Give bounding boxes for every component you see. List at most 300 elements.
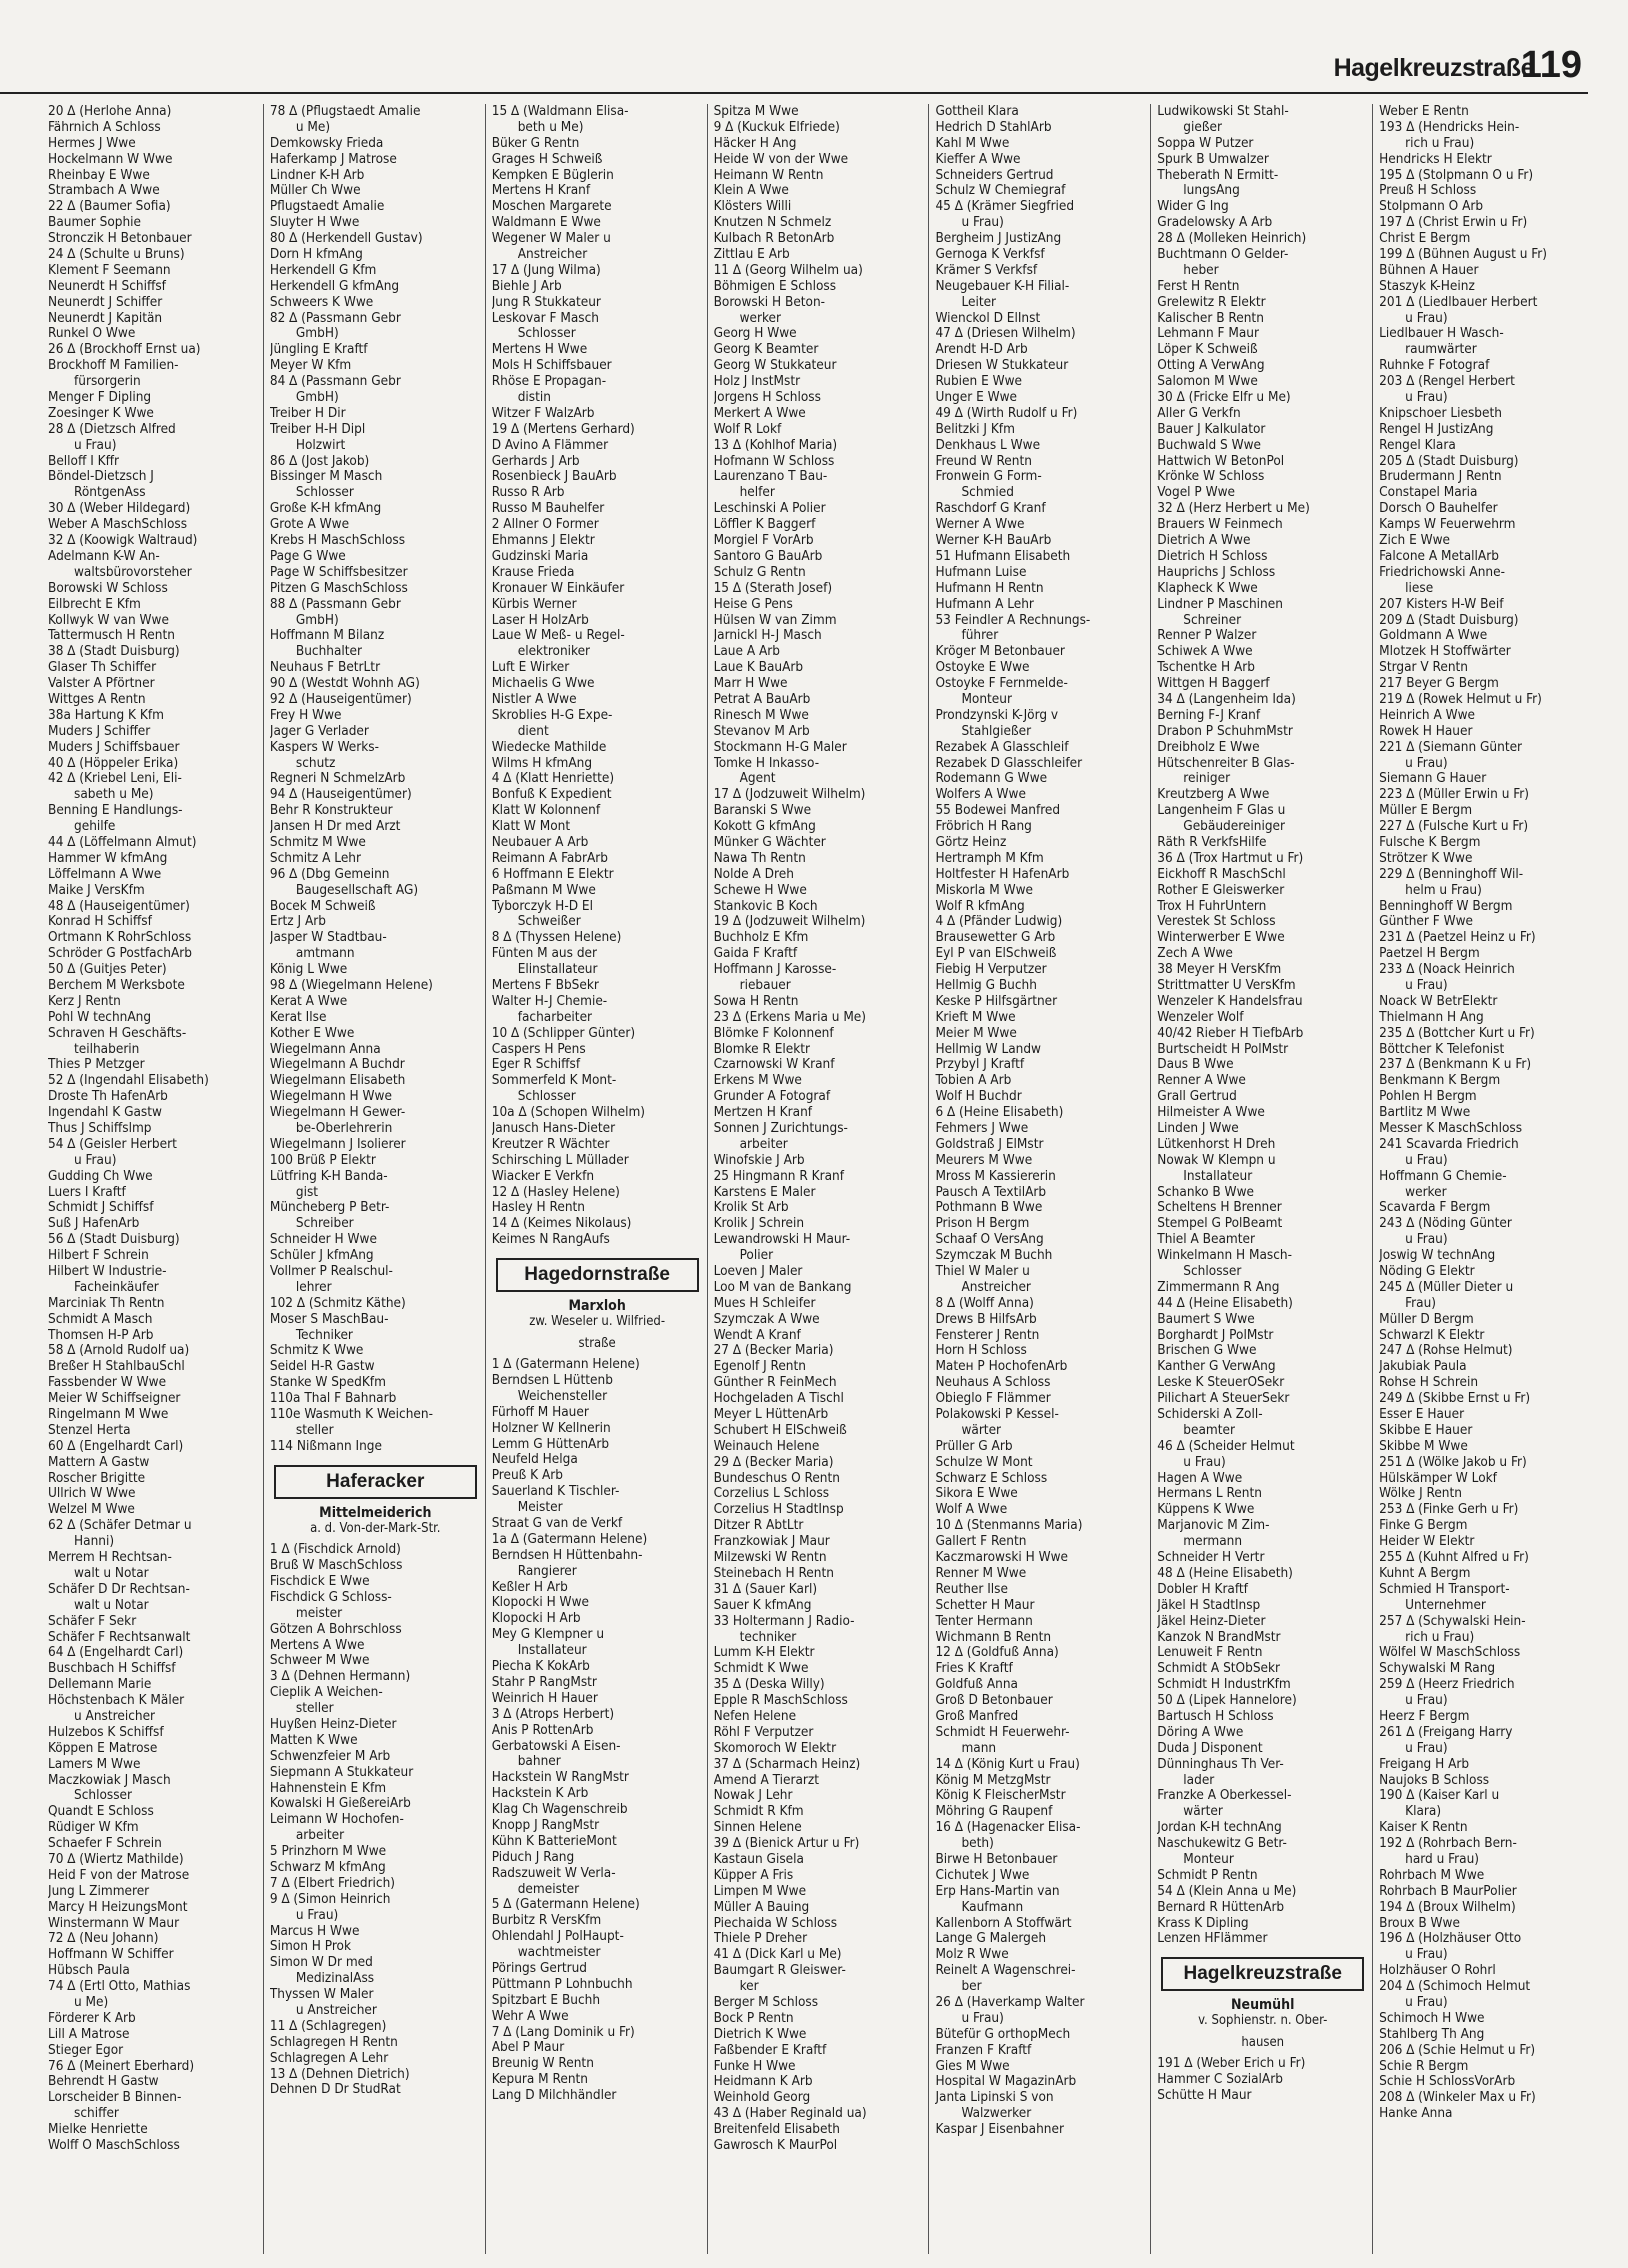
directory-entry: Büker G Rentn — [491, 135, 580, 151]
house-number-entry: 10 ∆ (Stenmanns Maria) — [935, 1518, 1083, 1534]
directory-entry: Knutzen N Schmelz — [713, 215, 832, 231]
directory-entry: Fröbrich H Rang — [935, 819, 1032, 835]
directory-entry: Mertens A Wwe — [269, 1637, 365, 1653]
directory-entry: Franzkowiak J Maur — [713, 1534, 830, 1550]
entry-continuation: Schlosser — [295, 485, 354, 501]
entry-continuation: wärter — [961, 1422, 1002, 1438]
directory-entry: Joswig W technAng — [1379, 1248, 1496, 1264]
entry-continuation: u Frau) — [74, 1152, 117, 1168]
directory-entry: Lemm G HüttenArb — [491, 1436, 610, 1452]
directory-entry: Schmidt H IndustrKfm — [1157, 1677, 1291, 1693]
directory-entry: Schie R Bergm — [1379, 2058, 1469, 2074]
directory-entry: Jager G Verlader — [269, 723, 369, 739]
directory-entry: Wiegelmann H Wwe — [269, 1089, 392, 1105]
directory-entry: Gerbatowski A Eisen- — [491, 1738, 621, 1754]
directory-entry: Skomoroch W Elektr — [713, 1740, 837, 1756]
directory-entry: Meurers M Wwe — [935, 1152, 1033, 1168]
page-header — [0, 44, 1588, 94]
directory-entry: Jüngling E Kraftf — [269, 342, 368, 358]
house-number-entry: 36 ∆ (Trox Hartmut u Fr) — [1157, 850, 1304, 866]
directory-entry: Nowak J Lehr — [713, 1788, 793, 1804]
directory-entry: Schanko B Wwe — [1157, 1184, 1254, 1200]
entry-continuation: u Anstreicher — [295, 2003, 377, 2019]
directory-entry: Knipschoer Liesbeth — [1379, 405, 1502, 421]
directory-entry: Dietrich H Schloss — [1157, 548, 1268, 564]
entry-continuation: elektroniker — [517, 644, 591, 660]
directory-entry: Keßler H Arb — [491, 1579, 568, 1595]
directory-entry: Ditzer R AbtLtr — [713, 1518, 804, 1534]
directory-entry: Neunerdt J Kapitän — [48, 310, 163, 326]
house-number-entry: 44 ∆ (Heine Elisabeth) — [1157, 1295, 1293, 1311]
directory-entry: Heerz F Bergm — [1379, 1708, 1470, 1724]
house-number-entry: 190 ∆ (Kaiser Karl u — [1379, 1788, 1500, 1804]
entry-continuation: meister — [295, 1605, 343, 1621]
directory-entry: Breunig W Rentn — [491, 2056, 594, 2072]
directory-entry: Ruhnke F Fotograf — [1379, 358, 1490, 374]
house-number-entry: 25 Hingmann R Kranf — [713, 1168, 844, 1184]
directory-entry: Funke H Wwe — [713, 2058, 796, 2074]
directory-entry: Burtscheidt H PolMstr — [1157, 1041, 1289, 1057]
entry-continuation: Schlosser — [517, 1089, 576, 1105]
house-number-entry: 5 ∆ (Gatermann Helene) — [491, 1897, 640, 1913]
directory-entry: Götzen A Bohrschloss — [269, 1621, 402, 1637]
directory-entry: Corzelius H StadtInsp — [713, 1502, 844, 1518]
directory-entry: Renner A Wwe — [1157, 1073, 1246, 1089]
entry-continuation: Schreiner — [1183, 612, 1242, 628]
entry-continuation: hard u Frau) — [1405, 1851, 1480, 1867]
directory-entry: Schüler J kfmAng — [269, 1248, 374, 1264]
directory-entry: Rodemann G Wwe — [935, 771, 1048, 787]
house-number-entry: 194 ∆ (Broux Wilhelm) — [1379, 1899, 1516, 1915]
house-number-entry: 1 ∆ (Fischdick Arnold) — [269, 1542, 401, 1558]
directory-entry: Hoffmann J Karosse- — [713, 962, 837, 978]
directory-entry: Mertzen H Kranf — [713, 1105, 813, 1121]
directory-entry: Russo M Bauhelfer — [491, 501, 605, 517]
house-number-entry: 31 ∆ (Sauer Karl) — [713, 1581, 818, 1597]
directory-entry: Große K-H kfmAng — [269, 501, 382, 517]
directory-entry: Huyßen Heinz-Dieter — [269, 1717, 397, 1732]
directory-entry: Stevanov M Arb — [713, 723, 810, 739]
directory-entry: Eyl P van ElSchweiß — [935, 946, 1057, 962]
directory-entry: Ortmann K RohrSchloss — [48, 930, 192, 946]
directory-entry: Kowalski H GießereiArb — [269, 1796, 411, 1812]
entry-continuation: lehrer — [295, 1279, 332, 1295]
directory-entry: Bartlitz M Wwe — [1379, 1105, 1471, 1121]
directory-entry: Wolfers A Wwe — [935, 787, 1026, 803]
directory-entry: Brausewetter G Arb — [935, 930, 1056, 946]
directory-entry: Schulz G Rentn — [713, 564, 806, 580]
directory-entry: Messer K MaschSchloss — [1379, 1121, 1523, 1136]
directory-entry: Georg H Wwe — [713, 326, 797, 342]
directory-entry: Hauprichs J Schloss — [1157, 564, 1276, 580]
directory-entry: Obieglo F Flämmer — [935, 1391, 1051, 1407]
street-heading: Haferacker — [274, 1465, 477, 1499]
directory-entry: Sikora E Wwe — [935, 1486, 1018, 1502]
directory-entry: Sowa H Rentn — [713, 993, 799, 1009]
house-number-entry: 257 ∆ (Schywalski Hein- — [1379, 1613, 1526, 1629]
directory-entry: Neunerdt J Schiffer — [48, 294, 163, 310]
house-number-entry: 191 ∆ (Weber Erich u Fr) — [1157, 2056, 1306, 2072]
entry-continuation: reiniger — [1183, 771, 1231, 787]
directory-entry: Bock P Rentn — [713, 2010, 794, 2026]
directory-entry: Hedrich D StahlArb — [935, 119, 1052, 135]
directory-entry: Liedlbauer H Wasch- — [1379, 326, 1504, 342]
directory-entry: Regneri N SchmelzArb — [269, 771, 406, 787]
directory-entry: Rezabek A Glasschleif — [935, 739, 1069, 755]
entry-continuation: GmbH) — [295, 612, 339, 628]
directory-entry: Heidmann K Arb — [713, 2074, 813, 2090]
house-number-entry: 39 ∆ (Bienick Artur u Fr) — [713, 1836, 860, 1852]
entry-continuation: u Frau) — [295, 1907, 339, 1923]
directory-entry: Buchwald S Wwe — [1157, 437, 1262, 453]
directory-entry: Piechaida W Schloss — [713, 1915, 838, 1931]
house-number-entry: 40 ∆ (Höppeler Erika) — [48, 755, 179, 771]
house-number-entry: 54 ∆ (Geisler Herbert — [48, 1136, 177, 1152]
directory-entry: Moschen Margarete — [491, 199, 612, 215]
entry-continuation: Stahlgießer — [961, 723, 1032, 739]
directory-entry: Lumm K-H Elektr — [713, 1645, 815, 1661]
directory-entry: Dorsch O Bauhelfer — [1379, 501, 1498, 517]
directory-entry: Mey G Klempner u — [491, 1627, 605, 1643]
house-number-entry: 72 ∆ (Neu Johann) — [48, 1931, 159, 1947]
directory-entry: Siemann G Hauer — [1379, 771, 1487, 787]
directory-entry: Schewe H Wwe — [713, 882, 807, 898]
house-number-entry: 8 ∆ (Thyssen Helene) — [491, 930, 622, 946]
house-number-entry: 22 ∆ (Baumer Sofia) — [48, 199, 171, 215]
entry-continuation: Schlosser — [74, 1788, 133, 1804]
directory-entry: Przybyl J Kraftf — [935, 1057, 1025, 1073]
directory-entry: Ohlendahl J PolHaupt- — [491, 1929, 624, 1945]
entry-continuation: schutz — [295, 755, 336, 771]
directory-entry: Schmidt A StObSekr — [1157, 1661, 1281, 1677]
directory-entry: Sommerfeld K Mont- — [491, 1073, 617, 1089]
directory-entry: Stockmann H-G Maler — [713, 739, 847, 755]
directory-entry: Georg K Beamter — [713, 342, 819, 358]
house-number-entry: 245 ∆ (Müller Dieter u — [1379, 1279, 1514, 1295]
entry-continuation: u Frau) — [1405, 1152, 1448, 1168]
directory-entry: Fulsche K Bergm — [1379, 834, 1481, 850]
directory-entry: Müncheberg P Betr- — [269, 1200, 390, 1216]
directory-entry: Schäfer F Rechtsanwalt — [48, 1629, 191, 1645]
entry-continuation: führer — [961, 628, 999, 644]
directory-entry: Salomon M Wwe — [1157, 374, 1258, 390]
directory-entry: Hülskämper W Lokf — [1379, 1470, 1497, 1486]
directory-entry: Hellmig W Landw — [935, 1041, 1041, 1057]
directory-entry: Schröder G PostfachArb — [48, 946, 192, 962]
directory-entry: Pohl W technAng — [48, 1009, 152, 1025]
directory-entry: Gudzinski Maria — [491, 548, 589, 564]
house-number-entry: 62 ∆ (Schäfer Detmar u — [48, 1518, 192, 1534]
entry-continuation: teilhaberin — [74, 1041, 140, 1057]
directory-entry: Hockelmann W Wwe — [48, 151, 173, 167]
house-number-entry: 3 ∆ (Atrops Herbert) — [491, 1706, 615, 1722]
directory-entry: Bühnen A Hauer — [1379, 262, 1479, 278]
directory-entry: Pilichart A SteuerSekr — [1157, 1391, 1290, 1407]
directory-entry: Wilms H kfmAng — [491, 755, 593, 771]
directory-entry: Kepura M Rentn — [491, 2072, 588, 2088]
house-number-entry: 35 ∆ (Deska Willy) — [713, 1677, 825, 1693]
directory-entry: Reimann A FabrArb — [491, 850, 608, 866]
directory-entry: Neuhaus A Schloss — [935, 1375, 1051, 1391]
entry-continuation: Holzwirt — [295, 437, 346, 453]
directory-entry: Klatt W Kolonnenf — [491, 803, 601, 819]
directory-entry: Böhmigen E Schloss — [713, 278, 837, 294]
directory-entry: Bonfuß K Expedient — [491, 787, 612, 803]
entry-continuation: ker — [739, 1979, 759, 1995]
directory-entry: Mross M Kassiererin — [935, 1168, 1056, 1184]
directory-entry: Jakubiak Paula — [1379, 1359, 1467, 1375]
directory-entry: Kerz J Rentn — [48, 993, 121, 1009]
directory-entry: Hoffmann M Bilanz — [269, 628, 385, 644]
directory-entry: Hattwich W BetonPol — [1157, 453, 1285, 469]
directory-entry: Spitza M Wwe — [713, 104, 799, 119]
house-number-entry: 27 ∆ (Becker Maria) — [713, 1343, 834, 1359]
house-number-entry: 7 ∆ (Lang Dominik u Fr) — [491, 2024, 635, 2040]
house-number-entry: 78 ∆ (Pflugstaedt Amalie — [269, 104, 421, 119]
house-number-entry: 193 ∆ (Hendricks Hein- — [1379, 119, 1520, 135]
directory-entry: Benning E Handlungs- — [48, 803, 183, 819]
directory-entry: Schmidt K Wwe — [713, 1661, 809, 1677]
directory-entry: Treiber H Dir — [269, 405, 346, 421]
entry-continuation: demeister — [517, 1881, 580, 1897]
directory-entry: Möhring G Raupenf — [935, 1804, 1053, 1820]
directory-entry: Wolf H Buchdr — [935, 1089, 1022, 1105]
directory-entry: Zich E Wwe — [1379, 533, 1451, 549]
directory-entry: Kaczmarowski H Wwe — [935, 1550, 1068, 1566]
column-2 — [263, 104, 485, 2254]
entry-continuation: schiffer — [74, 2106, 119, 2122]
directory-entry: Bundeschus O Rentn — [713, 1470, 840, 1486]
directory-entry: Krolik St Arb — [713, 1200, 789, 1216]
directory-entry: Lenzen HFlämmer — [1157, 1931, 1268, 1947]
directory-entry: Bauer J Kalkulator — [1157, 421, 1266, 437]
directory-entry: Kronauer W Einkäufer — [491, 580, 625, 596]
directory-entry: Grall Gertrud — [1157, 1089, 1237, 1105]
entry-continuation: raumwärter — [1405, 342, 1477, 358]
directory-entry: Pitzen G MaschSchloss — [269, 580, 408, 596]
entry-continuation: arbeiter — [295, 1828, 345, 1844]
directory-entry: Nowak W Klempn u — [1157, 1152, 1276, 1168]
house-number-entry: 100 Brüß P Elektr — [269, 1152, 376, 1168]
house-number-entry: 227 ∆ (Fulsche Kurt u Fr) — [1379, 819, 1529, 835]
directory-entry: Hufmann H Rentn — [935, 580, 1044, 596]
entry-continuation: GmbH) — [295, 390, 339, 406]
entry-continuation: wärter — [1183, 1804, 1223, 1820]
entry-continuation: Schmied — [961, 485, 1014, 501]
entry-continuation: Rangierer — [517, 1563, 577, 1579]
entry-continuation: Schweißer — [517, 914, 581, 930]
house-number-entry: 259 ∆ (Heerz Friedrich — [1379, 1677, 1515, 1693]
directory-entry: Hagen A Wwe — [1157, 1470, 1243, 1486]
directory-entry: Moser S MaschBau- — [269, 1311, 389, 1327]
directory-entry: Finke G Bergm — [1379, 1518, 1468, 1534]
directory-entry: Wolf R Lokf — [713, 421, 782, 437]
house-number-entry: 261 ∆ (Freigang Harry — [1379, 1724, 1513, 1740]
house-number-entry: 44 ∆ (Löffelmann Almut) — [48, 834, 197, 850]
directory-entry: Schubert H ElSchweiß — [713, 1422, 847, 1438]
directory-entry: Seidel H-R Gastw — [269, 1359, 375, 1375]
house-number-entry: 56 ∆ (Stadt Duisburg) — [48, 1232, 180, 1248]
house-number-entry: 4 ∆ (Klatt Henriette) — [491, 771, 615, 787]
entry-continuation: beamter — [1183, 1422, 1235, 1438]
directory-entry: Belitzki J Kfm — [935, 421, 1015, 437]
entry-continuation: facharbeiter — [517, 1009, 593, 1025]
directory-entry: Luers I Kraftf — [48, 1184, 126, 1200]
directory-entry: Krönke W Schloss — [1157, 469, 1265, 485]
directory-entry: Neugebauer K-H Filial- — [935, 278, 1070, 294]
house-number-entry: 74 ∆ (Ertl Otto, Mathias — [48, 1979, 191, 1995]
entry-continuation: Baugesellschaft AG) — [295, 882, 419, 898]
directory-entry: Janta Lipinski S von — [935, 2090, 1054, 2106]
directory-entry: Strgar V Rentn — [1379, 660, 1469, 676]
directory-entry: Schulz W Chemiegraf — [935, 183, 1066, 199]
house-number-entry: 30 ∆ (Fricke Elfr u Me) — [1157, 390, 1291, 406]
house-number-entry: 110a Thal F Bahnarb — [269, 1391, 397, 1407]
entry-continuation: Installateur — [1183, 1168, 1253, 1184]
directory-entry: Kalischer B Rentn — [1157, 310, 1264, 326]
directory-entry: Amend A Tierarzt — [713, 1772, 820, 1788]
directory-entry: Laue W Meß- u Regel- — [491, 628, 625, 644]
house-number-entry: 17 ∆ (Jung Wilma) — [491, 262, 601, 278]
directory-entry: Baumert S Wwe — [1157, 1311, 1255, 1327]
directory-entry: Nistler A Wwe — [491, 691, 577, 707]
directory-entry: Holz J InstMstr — [713, 374, 801, 390]
directory-entry: Wölke J Rentn — [1379, 1486, 1462, 1502]
directory-entry: Wolff O MaschSchloss — [48, 2138, 180, 2153]
directory-entry: Kaspers W Werks- — [269, 739, 380, 755]
directory-entry: Nefen Helene — [713, 1708, 797, 1724]
directory-entry: Weinauch Helene — [713, 1438, 820, 1454]
directory-entry: Eickhoff R MaschSchl — [1157, 866, 1286, 882]
directory-entry: Jung L Zimmerer — [48, 1883, 150, 1899]
directory-entry: Weinhold Georg — [713, 2090, 811, 2106]
directory-entry: Hülsen W van Zimm — [713, 612, 837, 628]
directory-entry: Winterwerber E Wwe — [1157, 930, 1285, 946]
directory-entry: Hilbert F Schrein — [48, 1248, 149, 1264]
entry-continuation: amtmann — [295, 946, 355, 962]
entry-continuation: Frau) — [1405, 1295, 1437, 1311]
house-number-entry: 15 ∆ (Sterath Josef) — [713, 580, 833, 596]
entry-continuation: u Frau) — [1405, 1994, 1448, 2010]
directory-entry: Kerat Ilse — [269, 1009, 327, 1025]
directory-entry: Kother E Wwe — [269, 1025, 355, 1041]
entry-continuation: Buchhalter — [295, 644, 363, 660]
directory-entry: Schwarz E Schloss — [935, 1470, 1048, 1486]
directory-entry: Molz R Wwe — [935, 1947, 1009, 1963]
entry-continuation: Facheinkäufer — [74, 1279, 159, 1295]
house-number-entry: 4 ∆ (Pfänder Ludwig) — [935, 914, 1063, 930]
directory-entry: Morgiel F VorArb — [713, 533, 814, 549]
entry-continuation: Agent — [739, 771, 776, 787]
directory-entry: Wolf R kfmAng — [935, 898, 1025, 914]
directory-entry: Simon W Dr med — [269, 1955, 373, 1971]
directory-entry: Schweers K Wwe — [269, 294, 374, 310]
house-number-entry: 32 ∆ (Herz Herbert u Me) — [1157, 501, 1310, 517]
directory-entry: Jorgens H Schloss — [713, 390, 821, 406]
house-number-entry: 86 ∆ (Jost Jakob) — [269, 453, 370, 469]
house-number-entry: 204 ∆ (Schimoch Helmut — [1379, 1979, 1531, 1995]
directory-entry: Dreibholz E Wwe — [1157, 739, 1260, 755]
directory-entry: Borowski H Beton- — [713, 294, 826, 310]
directory-entry: Schetter H Maur — [935, 1597, 1035, 1613]
entry-continuation: u Frau) — [1405, 1232, 1448, 1248]
directory-entry: Naujoks B Schloss — [1379, 1772, 1490, 1788]
directory-entry: Benninghoff W Bergm — [1379, 898, 1513, 914]
house-number-entry: 16 ∆ (Hagenacker Elisa- — [935, 1820, 1081, 1836]
directory-entry: Lindner P Maschinen — [1157, 596, 1283, 612]
directory-entry: Dietrich K Wwe — [713, 2026, 807, 2042]
directory-entry: Schiderski A Zoll- — [1157, 1407, 1263, 1423]
directory-entry: Zittlau E Arb — [713, 247, 790, 263]
directory-entry: Raschdorf G Kranf — [935, 501, 1046, 517]
house-number-entry: 28 ∆ (Dietzsch Alfred — [48, 421, 176, 437]
directory-entry: Ingendahl K Gastw — [48, 1105, 162, 1121]
directory-entry: Baumer Sophie — [48, 215, 142, 231]
directory-entry: Wehr A Wwe — [491, 2008, 569, 2024]
directory-entry: Müller D Bergm — [1379, 1311, 1474, 1327]
directory-entry: Kerat A Wwe — [269, 993, 348, 1009]
directory-entry: Karstens E Maler — [713, 1184, 816, 1200]
directory-entry: Thiel W Maler u — [935, 1264, 1030, 1280]
house-number-entry: 208 ∆ (Winkeler Max u Fr) — [1379, 2090, 1536, 2106]
directory-entry: Krebs H MaschSchloss — [269, 533, 406, 549]
house-number-entry: 233 ∆ (Noack Heinrich — [1379, 962, 1515, 978]
directory-entry: Tomke H Inkasso- — [713, 755, 820, 771]
directory-entry: Lütfring K-H Banda- — [269, 1168, 388, 1184]
directory-entry: Rheinbay E Wwe — [48, 167, 150, 183]
directory-entry: Friedrichowski Anne- — [1379, 564, 1505, 580]
directory-entry: Grelewitz R Elektr — [1157, 294, 1266, 310]
directory-entry: Mues H Schleifer — [713, 1295, 816, 1311]
directory-entry: Gallert F Rentn — [935, 1534, 1027, 1550]
directory-entry: Welzel M Wwe — [48, 1502, 135, 1518]
directory-entry: Blomke R Elektr — [713, 1041, 811, 1057]
directory-entry: Vogel P Wwe — [1157, 485, 1236, 501]
directory-entry: Dobler H Kraftf — [1157, 1581, 1248, 1597]
directory-entry: Anis P RottenArb — [491, 1722, 594, 1738]
directory-entry: Döring A Wwe — [1157, 1724, 1244, 1740]
house-number-entry: 102 ∆ (Schmitz Käthe) — [269, 1295, 406, 1311]
entry-continuation: u Frau) — [1405, 1947, 1448, 1963]
directory-entry: Heider W Elektr — [1379, 1534, 1475, 1550]
directory-entry: Stenzel Herta — [48, 1422, 131, 1438]
entry-continuation: fürsorgerin — [74, 374, 141, 390]
directory-entry: Böndel-Dietzsch J — [48, 469, 154, 485]
directory-entry: D Avino A Flämmer — [491, 437, 609, 453]
directory-entry: Baranski S Wwe — [713, 803, 812, 819]
house-number-entry: 249 ∆ (Skibbe Ernst u Fr) — [1379, 1391, 1531, 1407]
directory-entry: Höchstenbach K Mäler — [48, 1693, 185, 1709]
directory-entry: Stronczik H Betonbauer — [48, 231, 192, 247]
directory-entry: Stempel G PolBeamt — [1157, 1216, 1283, 1232]
directory-entry: Keske P Hilfsgärtner — [935, 993, 1058, 1009]
directory-entry: Rüdiger W Kfm — [48, 1820, 139, 1836]
district-name: Neumühl — [1231, 1997, 1295, 2014]
directory-entry: Belloff I Kffr — [48, 453, 119, 469]
directory-entry: Schwarzl K Elektr — [1379, 1327, 1485, 1343]
directory-entry: Fassbender W Wwe — [48, 1375, 167, 1391]
directory-entry: Kamps W Feuerwehrm — [1379, 517, 1516, 533]
directory-entry: Wittgen H Baggerf — [1157, 676, 1270, 692]
directory-entry: Klapheck K Wwe — [1157, 580, 1258, 596]
entry-continuation: heber — [1183, 262, 1219, 278]
directory-entry: Preuß H Schloss — [1379, 183, 1477, 199]
directory-entry: Witzer F WalzArb — [491, 405, 595, 421]
directory-entry: Vollmer P Realschul- — [269, 1264, 393, 1280]
directory-entry: Förderer K Arb — [48, 2010, 136, 2026]
directory-entry: Schwarz M kfmAng — [269, 1860, 386, 1876]
directory-entry: Klein A Wwe — [713, 183, 789, 199]
